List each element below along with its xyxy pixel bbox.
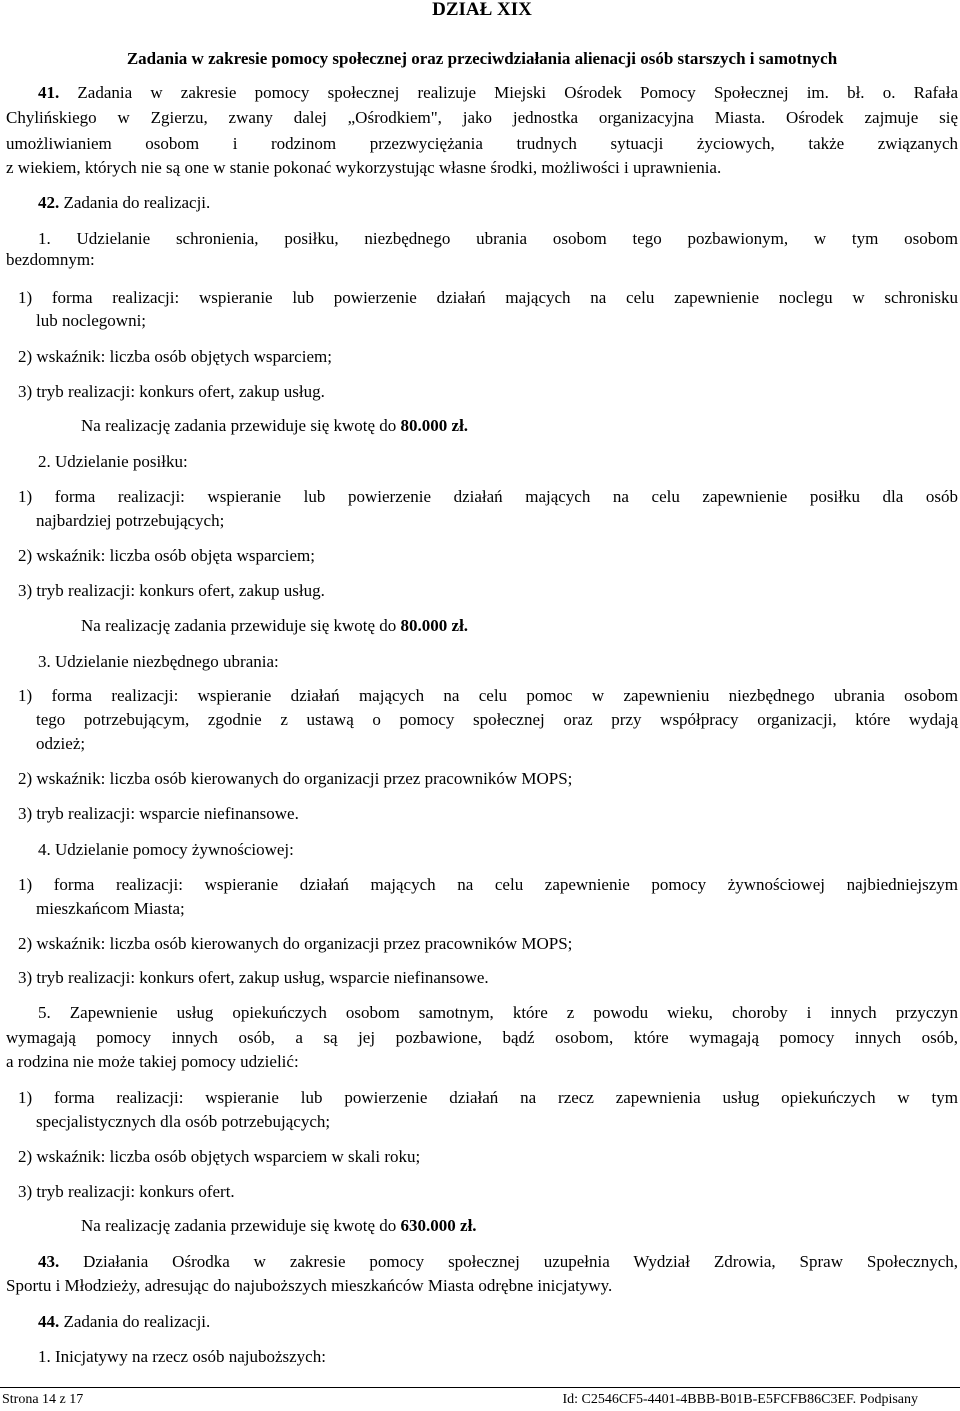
paragraph-42: 42. Zadania do realizacji.	[38, 193, 211, 212]
form-line: mieszkańcom Miasta;	[36, 899, 185, 918]
mode-line: 3) tryb realizacji: konkurs ofert, zakup usług.	[18, 382, 325, 401]
paragraph-line: 41. Zadania w zakresie pomocy społecznej realizuje Miejski Ośrodek Pomocy Społecznej im. bł. o. Rafała	[38, 83, 958, 102]
mode-line: 3) tryb realizacji: wsparcie niefinansowe.	[18, 804, 299, 823]
amount-line: Na realizację zadania przewiduje się kwotę do 80.000 zł.	[81, 416, 469, 435]
mode-line: 3) tryb realizacji: konkurs ofert, zakup usług.	[18, 581, 325, 600]
amount-value: 630.000 zł.	[400, 1216, 477, 1235]
form-line: 1) forma realizacji: wspieranie lub powierzenie działań na rzecz zapewnienia usług opiekuńczych w tym	[18, 1088, 958, 1107]
paragraph-number: 44.	[38, 1312, 60, 1331]
form-line: 1) forma realizacji: wspieranie działań mających na celu pomoc w zapewnieniu niezbędnego ubrania osobom	[18, 686, 958, 705]
task-title: 2. Udzielanie posiłku:	[38, 452, 188, 471]
paragraph-number: 41.	[38, 83, 60, 102]
paragraph-line: umożliwianiem osobom i rodzinom przezwyciężania trudnych sytuacji życiowych, także związanych	[6, 134, 958, 153]
page-footer	[0, 1387, 960, 1411]
form-line: lub noclegowni;	[36, 311, 147, 330]
form-line: 1) forma realizacji: wspieranie lub powierzenie działań mających na celu zapewnienie noclegu w schronisku	[18, 288, 958, 307]
indicator-line: 2) wskaźnik: liczba osób objęta wsparciem;	[18, 546, 315, 565]
section-heading: DZIAŁ XIX	[432, 0, 532, 20]
amount-value: 80.000 zł.	[400, 416, 469, 435]
task-title: 3. Udzielanie niezbędnego ubrania:	[38, 652, 279, 671]
page-number: Strona 14 z 17	[2, 1392, 84, 1407]
paragraph-line: Sportu i Młodzieży, adresując do najuboższych mieszkańców Miasta odrębne inicjatywy.	[6, 1276, 613, 1295]
indicator-line: 2) wskaźnik: liczba osób objętych wsparciem;	[18, 347, 332, 366]
document-id: Id: C2546CF5-4401-4BBB-B01B-E5FCFB86C3EF. Podpisany	[562, 1392, 918, 1407]
footer-divider	[0, 1387, 960, 1388]
indicator-line: 2) wskaźnik: liczba osób kierowanych do organizacji przez pracowników MOPS;	[18, 769, 573, 788]
list-item: 1. Inicjatywy na rzecz osób najuboższych:	[38, 1347, 326, 1366]
indicator-line: 2) wskaźnik: liczba osób kierowanych do organizacji przez pracowników MOPS;	[18, 934, 573, 953]
form-line: 1) forma realizacji: wspieranie działań mających na celu zapewnienie pomocy żywnościowej najbiedniejszym	[18, 875, 958, 894]
mode-line: 3) tryb realizacji: konkurs ofert.	[18, 1182, 235, 1201]
task-title: wymagają pomocy innych osób, a są jej pozbawione, bądź osobom, które wymagają pomocy innych osób,	[6, 1028, 958, 1047]
paragraph-line: z wiekiem, których nie są one w stanie pokonać wykorzystując własne środki, możliwości i uprawnienia.	[6, 158, 722, 177]
paragraph-line: 43. Działania Ośrodka w zakresie pomocy społecznej uzupełnia Wydział Zdrowia, Spraw Społecznych,	[38, 1252, 958, 1271]
task-title: 1. Udzielanie schronienia, posiłku, niezbędnego ubrania osobom tego pozbawionym, w tym osobom	[38, 229, 958, 248]
task-title: 5. Zapewnienie usług opiekuńczych osobom samotnym, które z powodu wieku, choroby i innych przyczyn	[38, 1003, 958, 1022]
form-line: specjalistycznych dla osób potrzebujących;	[36, 1112, 331, 1131]
paragraph-number: 43.	[38, 1252, 60, 1271]
indicator-line: 2) wskaźnik: liczba osób objętych wsparciem w skali roku;	[18, 1147, 421, 1166]
paragraph-line: Chylińskiego w Zgierzu, zwany dalej „Ośrodkiem", jako jednostka organizacyjna Miasta. Ośrodek zajmuje się	[6, 108, 958, 127]
form-line: najbardziej potrzebujących;	[36, 511, 225, 530]
section-subheading: Zadania w zakresie pomocy społecznej oraz przeciwdziałania alienacji osób starszych i samotnych	[126, 49, 838, 68]
paragraph-number: 42.	[38, 193, 60, 212]
form-line: tego potrzebującym, zgodnie z ustawą o pomocy społecznej oraz przy współpracy organizacji, które wydają	[36, 710, 958, 729]
task-title: 4. Udzielanie pomocy żywnościowej:	[38, 840, 294, 859]
task-title: a rodzina nie może takiej pomocy udzielić:	[6, 1052, 299, 1071]
amount-line: Na realizację zadania przewiduje się kwotę do 630.000 zł.	[81, 1216, 477, 1235]
amount-value: 80.000 zł.	[400, 616, 469, 635]
amount-line: Na realizację zadania przewiduje się kwotę do 80.000 zł.	[81, 616, 469, 635]
form-line: odzież;	[36, 734, 86, 753]
mode-line: 3) tryb realizacji: konkurs ofert, zakup usług, wsparcie niefinansowe.	[18, 968, 489, 987]
paragraph-44: 44. Zadania do realizacji.	[38, 1312, 211, 1331]
task-title: bezdomnym:	[6, 250, 95, 269]
form-line: 1) forma realizacji: wspieranie lub powierzenie działań mających na celu zapewnienie posiłku dla osób	[18, 487, 958, 506]
